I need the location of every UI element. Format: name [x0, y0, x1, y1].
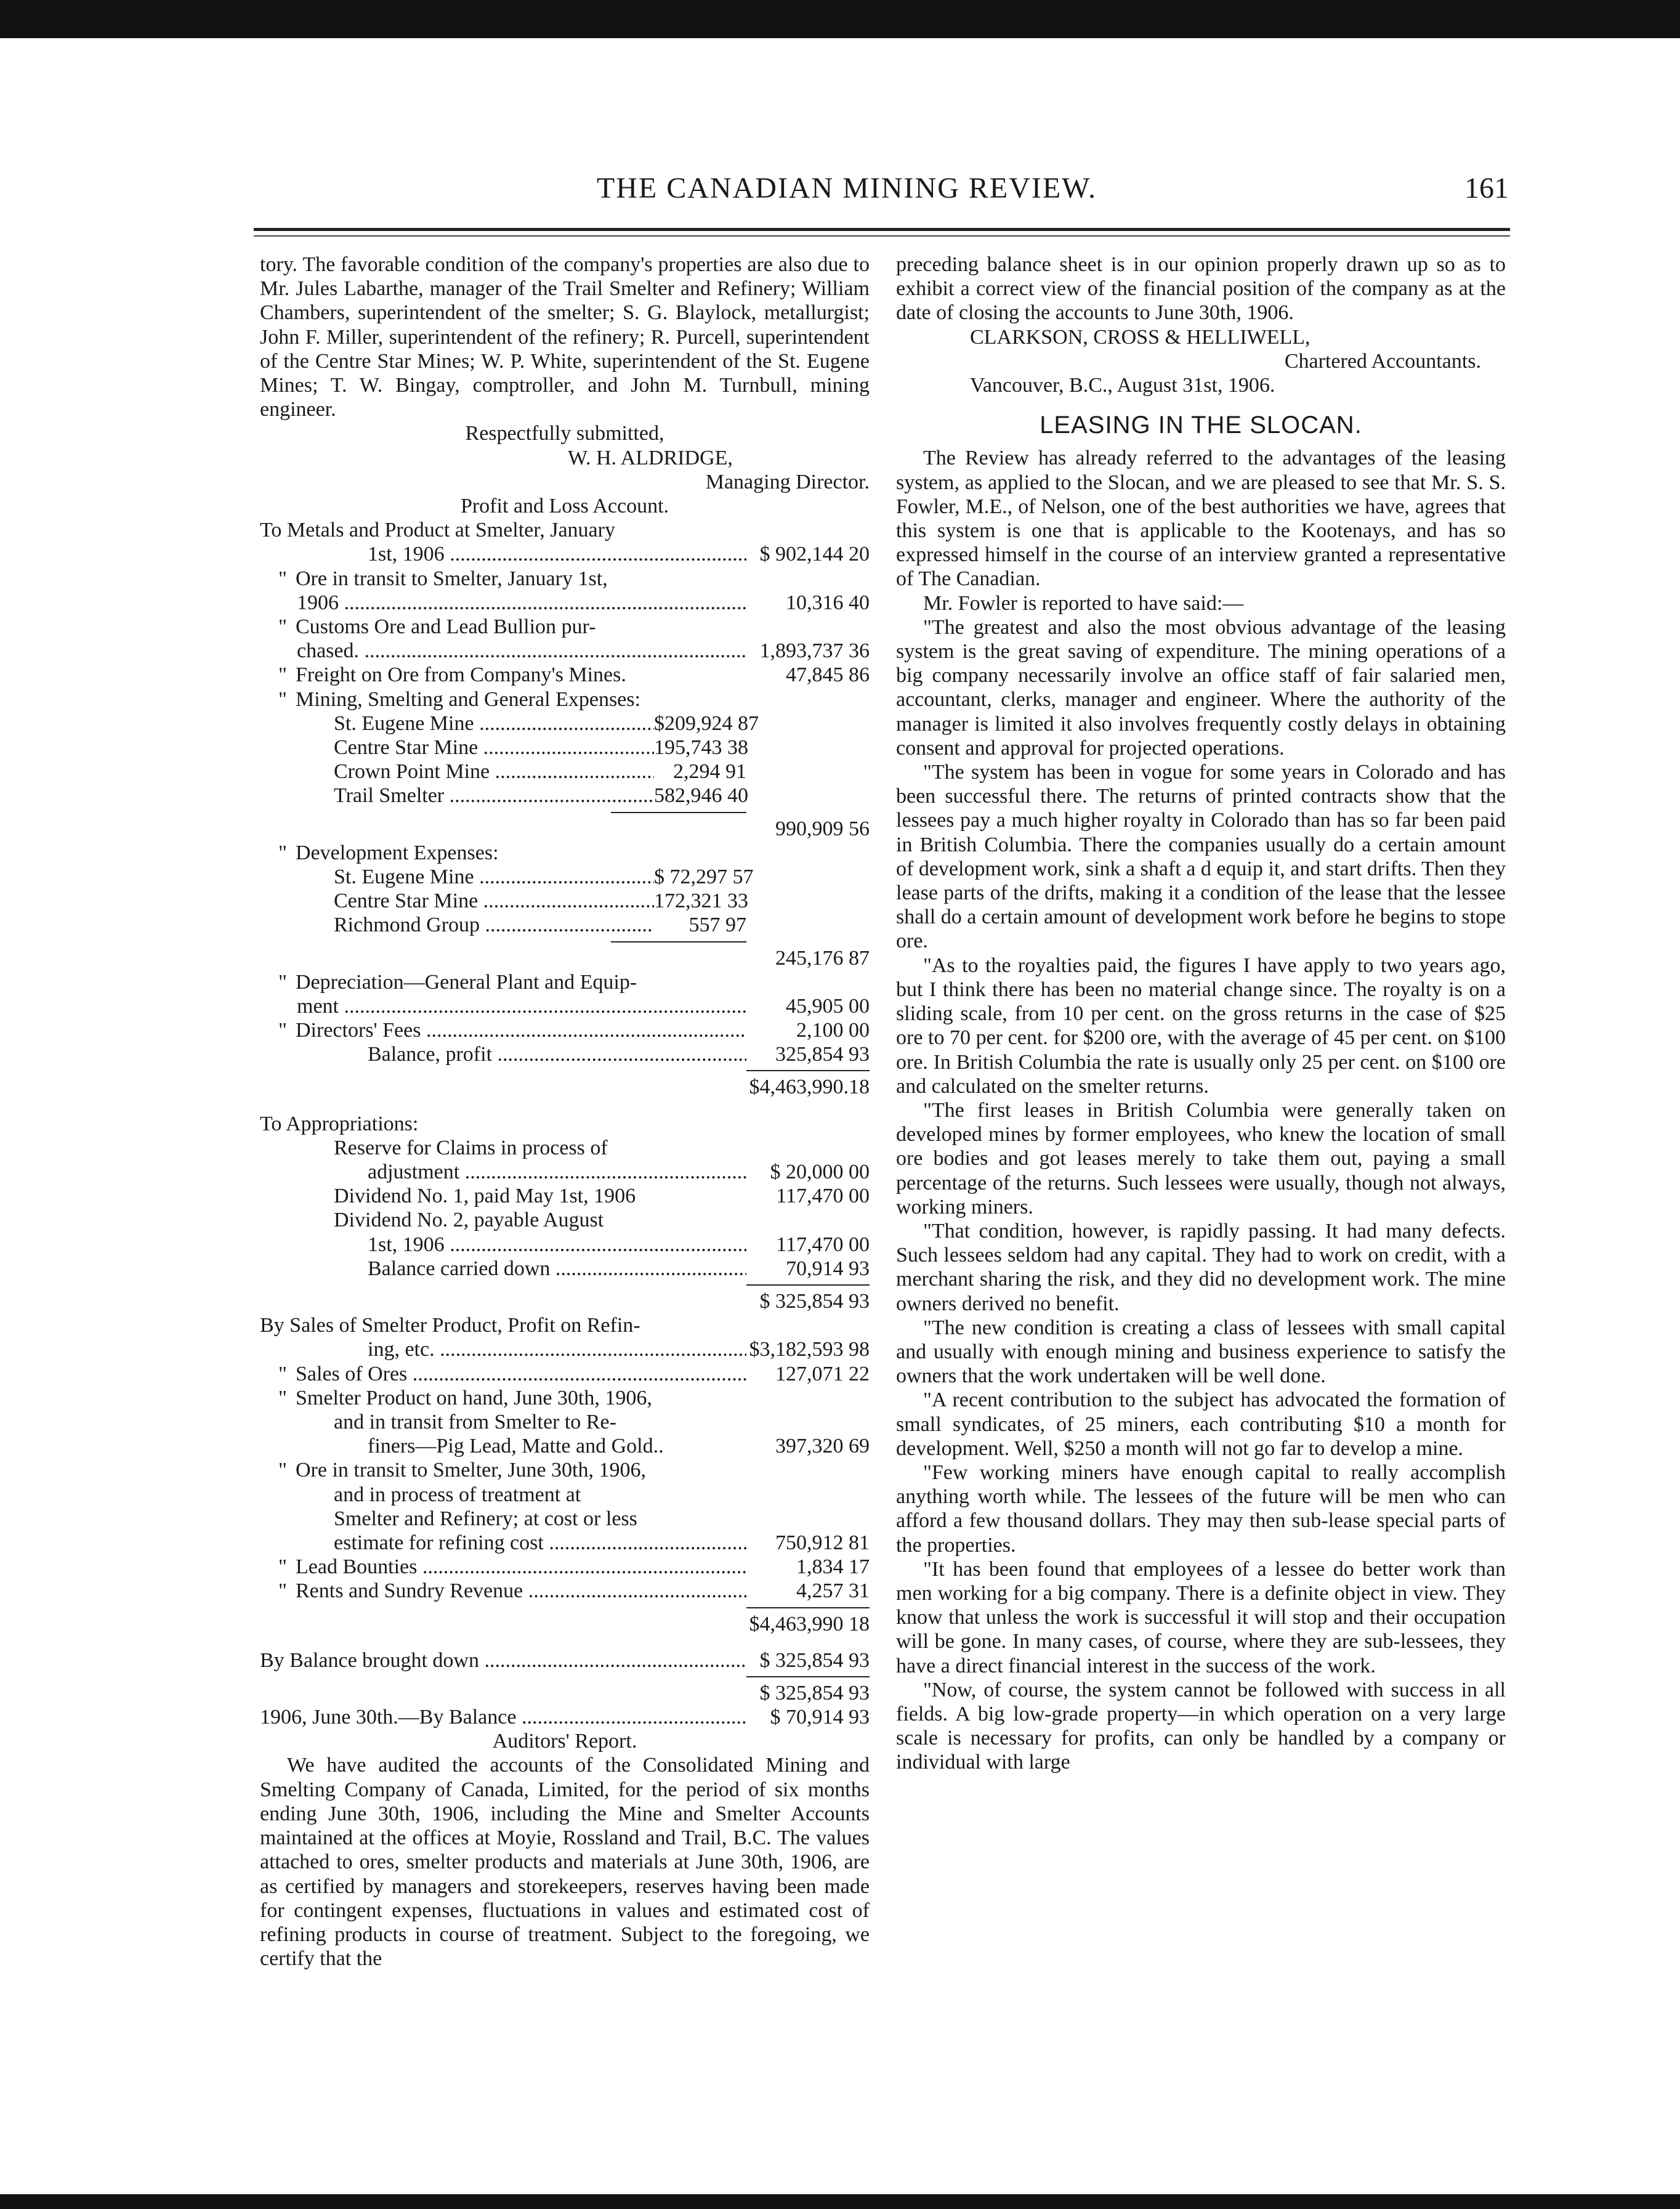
pl-line: and in process of treatment at [334, 1483, 581, 1506]
pl-line: " Customs Ore and Lead Bullion pur- [278, 615, 596, 639]
article-paragraph: "The system has been in vogue for some years in Colorado and has been successful there. The returns of printed contracts show that the lessees pay a much higher royalty in Colorado than has so far been paid in British Columbia. There the companies usually do a certain amount of development work, sink a shaft a d equip it, and start drifts. Then they lease parts of the drifts, making it a condition of the lease that the lessee shall do a certain amount of development work before he begins to stope ore. [896, 761, 1506, 953]
auditors-paragraph: We have audited the accounts of the Consolidated Mining and Smelting Company of Canada, Limited, for the period of six months ending June 30th, 1906, including the Mine and Smelter Accounts maintained at the offices at Moyie, Rossland and Trail, B.C. The values attached to ores, smelter products and materials at June 30th, 1906, are as certified by managers and storekeepers, reserves having been made for contingent expenses, fluctuations in values and estimated cost of refining products in course of treatment. Subject to the foregoing, we certify that the [260, 1754, 870, 1971]
pl-line: To Metals and Product at Smelter, January [260, 519, 615, 542]
pl-line: " Directors' Fees ..... 2,100 00 [260, 1018, 870, 1042]
total-rule [260, 1066, 870, 1075]
place-date: Vancouver, B.C., August 31st, 1906. [970, 374, 1275, 397]
pl-line: Balance, profit ..... 325,854 93 [260, 1042, 870, 1066]
article-paragraph: "Now, of course, the system cannot be followed with success in all fields. A big low-grade property—in which operation on a very large scale is necessary for profits, can only be handled by a company or individual with large [896, 1678, 1506, 1774]
pl-line: 990,909 56 [775, 817, 870, 840]
pl-total: $4,463,990 18 [749, 1612, 870, 1635]
pl-line: " Smelter Product on hand, June 30th, 1906, [278, 1386, 652, 1409]
page-header [185, 166, 1509, 216]
article-paragraph: "A recent contribution to the subject has advocated the formation of small syndicates, of 25 miners, each contributing $10 a month for development. Well, $250 a month will not go far to develop a mine. [896, 1388, 1506, 1460]
scan-bottom-border [0, 2194, 1680, 2209]
article-paragraph: "As to the royalties paid, the figures I have apply to two years ago, but I think there has been no material change since. The royalty is on a sliding scale, from 10 per cent. on the gross returns in the case of $25 ore to 70 per cent. for $200 ore, with the average of 45 per cent. on $100 ore. In British Columbia the rate is usually only 25 per cent. on $100 ore and calculated on the smelter returns. [896, 954, 1506, 1098]
pl-line: chased. ..... 1,893,737 36 [260, 639, 870, 663]
pl-line: " Lead Bounties ..... 1,834 17 [260, 1555, 870, 1579]
pl-total: $ 325,854 93 [759, 1290, 870, 1313]
article-paragraph: "The first leases in British Columbia were generally taken on developed mines by former employees, who knew the location of small ore bodies and got leases merely to take them out, paying a small percentage of the returns. Such lessees were usually, though not always, working miners. [896, 1098, 1506, 1218]
pl-line: " Rents and Sundry Revenue ..... 4,257 31 [260, 1579, 870, 1603]
pl-line: Dividend No. 2, payable August [334, 1209, 604, 1232]
page-number: 161 [1464, 172, 1509, 205]
pl-total: $ 325,854 93 [759, 1681, 870, 1704]
pl-line: " Freight on Ore from Company's Mines. 47,845 86 [278, 663, 870, 687]
header-rule-thin [254, 235, 1510, 237]
total-rule [260, 1281, 870, 1289]
pl-line: estimate for refining cost ..... 750,912 81 [260, 1531, 870, 1555]
pl-subline: Centre Star Mine ..... 172,321 33 [260, 889, 870, 913]
scan-top-border [0, 0, 1680, 38]
right-column [896, 253, 1506, 1775]
auditors-heading: Auditors' Report. [492, 1730, 637, 1753]
pl-total: $4,463,990.18 [749, 1076, 870, 1099]
pl-line: " Depreciation—General Plant and Equip- [278, 970, 637, 994]
subtotal-rule [260, 808, 870, 817]
intro-paragraph: tory. The favorable condition of the company's properties are also due to Mr. Jules Labarthe, manager of the Trail Smelter and Refinery; William Chambers, superintendent of the smelter; S. G. Blaylock, metallurgist; John F. Miller, superintendent of the refinery; R. Purcell, superintendent of the Centre Star Mines; W. P. White, superintendent of the St. Eugene Mines; T. W. Bingay, comptroller, and John M. Turnbull, mining engineer. [260, 253, 870, 421]
pl-line: 1st, 1906 ..... 117,470 00 [260, 1233, 870, 1257]
article-heading: LEASING IN THE SLOCAN. [1040, 411, 1362, 439]
pl-subline: St. Eugene Mine ..... $209,924 87 [260, 711, 870, 736]
pl-subline: Crown Point Mine ..... 2,294 91 [260, 760, 870, 784]
pl-line: ing, etc. ..... $3,182,593 98 [260, 1337, 870, 1361]
signature-title: Managing Director. [705, 470, 870, 493]
pl-line: and in transit from Smelter to Re- [334, 1410, 616, 1433]
pl-line: Dividend No. 1, paid May 1st, 1906 117,470 00 [334, 1185, 870, 1208]
pl-line: " Development Expenses: [278, 841, 499, 864]
pl-subline: St. Eugene Mine ..... $ 72,297 57 [260, 865, 870, 889]
header-rule [254, 228, 1510, 231]
journal-title: THE CANADIAN MINING REVIEW. [596, 172, 1097, 205]
pl-line: By Sales of Smelter Product, Profit on Refin- [260, 1314, 640, 1337]
firm-name: CLARKSON, CROSS & HELLIWELL, [970, 325, 1310, 349]
article-paragraph: "It has been found that employees of a lessee do better work than men working for a big company. There is a definite object in view. They know that unless the work is successful it will stop and their occupation will be gone. In many cases, of course, where they are sub-lessees, they have a direct financial interest in the success of the work. [896, 1557, 1506, 1677]
article-paragraph: "The greatest and also the most obvious advantage of the leasing system is the great saving of expenditure. The mining operations of a big company necessarily involve an office staff of fair salaried men, accountant, clerks, manager and engineer. Where the authority of the manager is limited it also involves frequently costly delays in obtaining consent and approval for projected operations. [896, 615, 1506, 760]
total-rule [260, 1672, 870, 1681]
pl-line: Reserve for Claims in process of [334, 1136, 608, 1159]
pl-line: 1st, 1906 ..... $ 902,144 20 [260, 542, 870, 566]
left-column [260, 253, 870, 1971]
pl-line: " Mining, Smelting and General Expenses: [278, 687, 640, 711]
article-paragraph: The Review has already referred to the advantages of the leasing system, as applied to the Slocan, and we are pleased to see that Mr. S. S. Fowler, M.E., of Nelson, one of the best authorities we have, agrees that this system is one that is applicable to the Kootenays, and has so expressed himself in the course of an interview granted a representative of The Canadian. [896, 447, 1506, 591]
article-paragraph: "That condition, however, is rapidly passing. It had many defects. Such lessees seldom had any capital. They had to work on credit, with a merchant sharing the risk, and they did no development work. The mine owners derived no benefit. [896, 1219, 1506, 1315]
pl-line: 245,176 87 [775, 946, 870, 970]
pl-line: " Ore in transit to Smelter, January 1st, [278, 567, 608, 590]
pl-line: By Balance brought down ..... $ 325,854 93 [260, 1648, 870, 1672]
pl-line: adjustment ..... $ 20,000 00 [260, 1160, 870, 1184]
pl-line: Balance carried down ..... 70,914 93 [260, 1257, 870, 1281]
pl-line: finers—Pig Lead, Matte and Gold.. 397,320 69 [368, 1435, 870, 1458]
pl-line: " Sales of Ores ..... 127,071 22 [260, 1362, 870, 1386]
pl-line: 1906 ..... 10,316 40 [260, 591, 870, 615]
pl-line: ment ..... 45,905 00 [260, 994, 870, 1018]
subtotal-rule [260, 938, 870, 946]
signature-name: W. H. ALDRIDGE, [568, 446, 733, 469]
total-rule [260, 1603, 870, 1612]
pl-line: 1906, June 30th.—By Balance ..... $ 70,914 93 [260, 1705, 870, 1729]
article-paragraph: "The new condition is creating a class of lessees with small capital and usually with enough mining and business experience to satisfy the owners that the work undertaken will be well done. [896, 1316, 1506, 1388]
auditors-continued: preceding balance sheet is in our opinion properly drawn up so as to exhibit a correct view of the financial position of the company as at the date of closing the accounts to June 30th, 1906. [896, 253, 1506, 325]
pl-line: " Ore in transit to Smelter, June 30th, 1906, [278, 1459, 647, 1482]
article-paragraph: "Few working miners have enough capital to really accomplish anything worth while. The lessees of the future will be men who can afford a few thousand dollars. They may then sub-lease special parts of the properties. [896, 1461, 1506, 1557]
pl-line: Smelter and Refinery; at cost or less [334, 1507, 637, 1530]
pl-subline: Trail Smelter ..... 582,946 40 [260, 784, 870, 808]
pl-subline: Centre Star Mine ..... 195,743 38 [260, 736, 870, 760]
approp-heading: To Appropriations: [260, 1112, 419, 1135]
profit-loss-heading: Profit and Loss Account. [460, 495, 669, 518]
respectfully-line: Respectfully submitted, [465, 422, 664, 445]
firm-title: Chartered Accountants. [1284, 349, 1481, 373]
article-paragraph: Mr. Fowler is reported to have said:— [923, 591, 1244, 615]
pl-subline: Richmond Group ..... 557 97 [260, 913, 870, 937]
